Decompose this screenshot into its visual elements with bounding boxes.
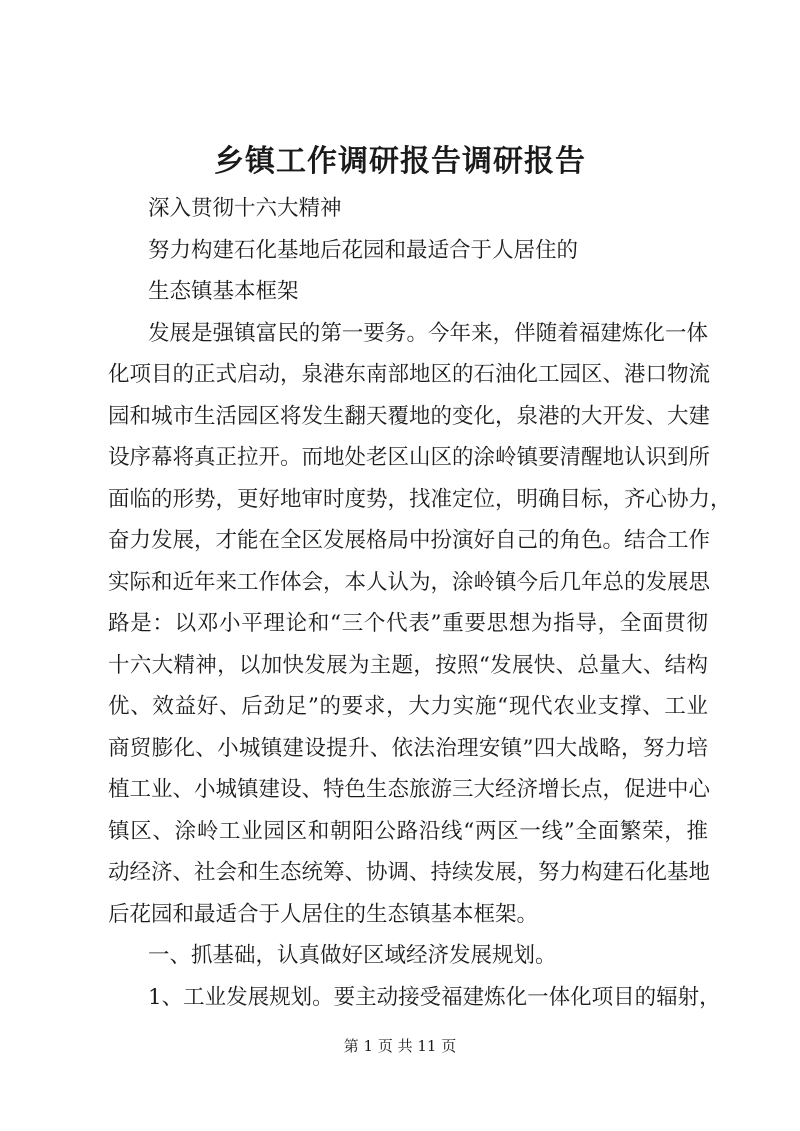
subtitle-line-1: 深入贯彻十六大精神 (148, 196, 342, 221)
paragraph-line: 面临的形势，更好地审时度势，找准定位，明确目标，齐心协力， (108, 486, 732, 512)
paragraph-line: 设序幕将真正拉开。而地处老区山区的涂岭镇要清醒地认识到所 (108, 445, 711, 470)
paragraph-line: 优、效益好、后劲足”的要求，大力实施“现代农业支撑、工业 (108, 694, 708, 719)
subtitle-line-3: 生态镇基本框架 (148, 279, 299, 304)
paragraph-line: 化项目的正式启动，泉港东南部地区的石油化工园区、港口物流 (108, 362, 711, 387)
paragraph-line: 1、工业发展规划。要主动接受福建炼化一体化项目的辐射， (148, 984, 721, 1010)
paragraph-line: 路是：以邓小平理论和“三个代表”重要思想为指导，全面贯彻 (108, 611, 708, 636)
subtitle-line-2: 努力构建石化基地后花园和最适合于人居住的 (148, 237, 579, 263)
document-title: 乡镇工作调研报告调研报告 (214, 144, 586, 179)
paragraph-line: 镇区、涂岭工业园区和朝阳公路沿线“两区一线”全面繁荣，推 (108, 818, 708, 844)
paragraph-line: 发展是强镇富民的第一要务。今年来，伴随着福建炼化一体 (148, 320, 708, 346)
paragraph-line: 十六大精神，以加快发展为主题，按照“发展快、总量大、结构 (108, 652, 708, 678)
paragraph-line: 实际和近年来工作体会，本人认为，涂岭镇今后几年总的发展思 (108, 569, 711, 595)
paragraph-line: 园和城市生活园区将发生翻天覆地的变化，泉港的大开发、大建 (108, 403, 711, 429)
document-body (108, 188, 732, 1018)
paragraph-line: 奋力发展，才能在全区发展格局中扮演好自己的角色。结合工作 (108, 528, 711, 553)
paragraph-line: 后花园和最适合于人居住的生态镇基本框架。 (108, 901, 539, 927)
section-heading: 一、抓基础，认真做好区域经济发展规划。 (148, 943, 557, 968)
page-footer: 第 1 页 共 11 页 (343, 1037, 457, 1055)
paragraph-line: 商贸膨化、小城镇建设提升、依法治理安镇”四大战略，努力培 (108, 735, 708, 761)
paragraph-line: 动经济、社会和生态统筹、协调、持续发展，努力构建石化基地 (108, 860, 711, 885)
paragraph-line: 植工业、小城镇建设、特色生态旅游三大经济增长点，促进中心 (108, 777, 711, 802)
